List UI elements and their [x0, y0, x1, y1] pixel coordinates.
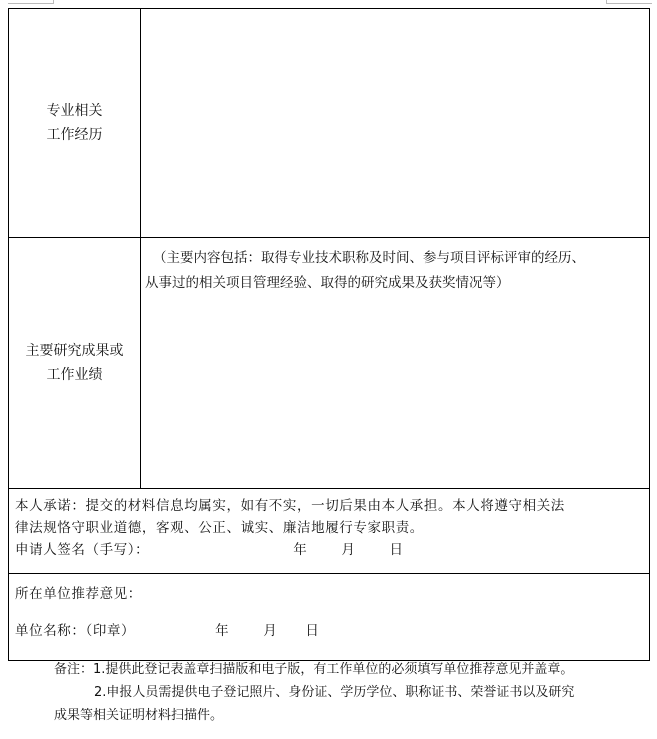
- achievements-row: [9, 238, 649, 489]
- achievements-label-line1: 主要研究成果或: [25, 343, 124, 359]
- signature-line: [15, 539, 643, 561]
- unit-seal-field[interactable]: [135, 619, 215, 639]
- signature-label: 申请人签名（手写）：: [15, 542, 150, 558]
- unit-day: 日: [305, 623, 320, 639]
- signature-month: 月: [341, 542, 356, 558]
- page-corner-mark-left: [8, 0, 54, 4]
- experience-input-area[interactable]: [141, 9, 649, 237]
- pledge-text-line1: 本人承诺：提交的材料信息均属实，如有不实，一切后果由本人承担。本人将遵守相关法: [15, 498, 565, 514]
- achievements-hint-line1: （主要内容包括：取得专业技术职称及时间、参与项目评标评审的经历、: [153, 250, 585, 266]
- note-line2: 2.申报人员需提供电子登记照片、身份证、学历学位、职称证书、荣誉证书以及研究: [94, 685, 575, 700]
- notes-section: [8, 658, 650, 727]
- achievements-label-cell: [9, 238, 141, 488]
- unit-month: 月: [263, 623, 278, 639]
- page-corner-mark-right: [606, 0, 652, 4]
- unit-line: [15, 619, 643, 639]
- recommendation-row: [9, 574, 649, 660]
- pledge-section: [9, 489, 649, 573]
- experience-label-cell: [9, 9, 141, 237]
- recommendation-title: 所在单位推荐意见：: [15, 586, 142, 602]
- signature-field[interactable]: [149, 539, 293, 561]
- pledge-row: [9, 489, 649, 574]
- achievements-input-area[interactable]: [141, 238, 649, 488]
- experience-label-line1: 专业相关: [46, 103, 103, 119]
- unit-year: 年: [215, 623, 230, 639]
- registration-form-table: [8, 8, 650, 661]
- pledge-text-line2: 律法规恪守职业道德，客观、公正、诚实、廉洁地履行专家职责。: [15, 520, 424, 536]
- signature-day: 日: [389, 542, 404, 558]
- signature-year: 年: [293, 542, 308, 558]
- recommendation-section: [9, 574, 649, 660]
- note-line1: 备注：1.提供此登记表盖章扫描版和电子版，有工作单位的必须填写单位推荐意见并盖章。: [54, 662, 574, 677]
- experience-label-line2: 工作经历: [46, 127, 103, 143]
- achievements-hint-line2: 从事过的相关项目管理经验、取得的研究成果及获奖情况等）: [145, 275, 510, 291]
- experience-row: [9, 9, 649, 238]
- unit-label: 单位名称：（印章）: [15, 623, 136, 639]
- note-line3: 成果等相关证明材料扫描件。: [54, 708, 224, 723]
- achievements-label-line2: 工作业绩: [46, 367, 103, 383]
